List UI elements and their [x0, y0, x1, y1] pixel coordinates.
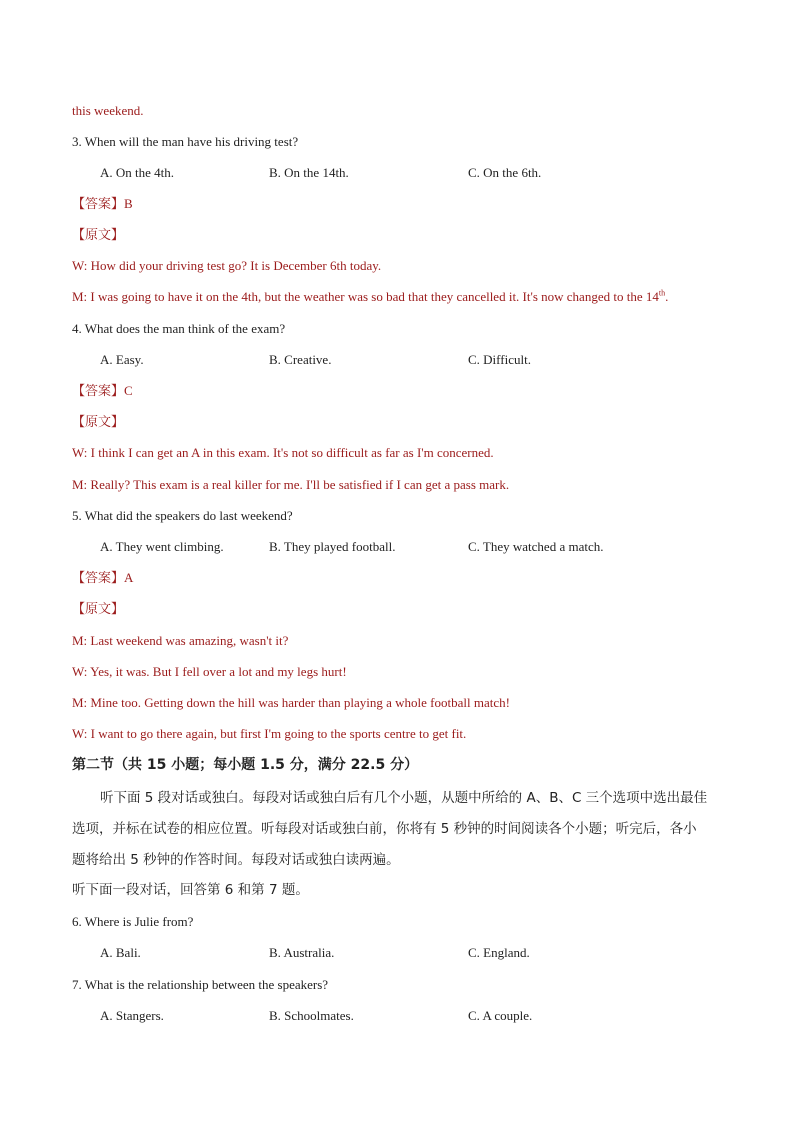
q3-option-c: C. On the 6th. [468, 165, 542, 180]
q4-option-c: C. Difficult. [468, 352, 531, 367]
q7-option-a: A. Stangers. [100, 1008, 164, 1023]
q4-option-a: A. Easy. [100, 352, 144, 367]
q5-transcript-line-3: M: Mine too. Getting down the hill was harder than playing a whole football match! [72, 695, 510, 710]
section-2-title: 第二节（共 15 小题；每小题 1.5 分，满分 22.5 分） [72, 757, 419, 773]
question-4: 4. What does the man think of the exam? [72, 321, 286, 336]
q5-option-a: A. They went climbing. [100, 539, 224, 554]
q4-transcript-line-2: M: Really? This exam is a real killer for me. I'll be satisfied if I can get a pass mark. [72, 477, 510, 492]
q5-transcript-line-2: W: Yes, it was. But I fell over a lot and my legs hurt! [72, 664, 347, 679]
q4-option-b: B. Creative. [269, 352, 332, 367]
q3-answer [72, 195, 133, 214]
section-2-instructions-3: 题将给出 5 秒钟的作答时间。每段对话或独白读两遍。 [72, 852, 400, 868]
answer-value: B [124, 196, 133, 211]
question-6: 6. Where is Julie from? [72, 914, 194, 929]
question-5: 5. What did the speakers do last weekend? [72, 508, 293, 523]
q7-option-b: B. Schoolmates. [269, 1008, 354, 1023]
q4-transcript-label: 【原文】 [72, 415, 125, 430]
section-2-instructions-1: 听下面 5 段对话或独白。每段对话或独白后有几个小题，从题中所给的 A、B、C 三个选项中选出最佳 [100, 790, 708, 806]
q5-transcript-line-1: M: Last weekend was amazing, wasn't it? [72, 633, 289, 648]
q6-option-a: A. Bali. [100, 945, 141, 960]
q5-answer: 【答案】A [72, 570, 134, 586]
q5-option-c: C. They watched a match. [468, 539, 604, 554]
q5-transcript-line-4: W: I want to go there again, but first I'm going to the sports centre to get fit. [72, 726, 467, 741]
q3-option-b: B. On the 14th. [269, 165, 349, 180]
continuation-text: this weekend. [72, 103, 144, 118]
q3-transcript-label: 【原文】 [72, 228, 125, 243]
q6-option-b: B. Australia. [269, 945, 335, 960]
section-2-prompt: 听下面一段对话，回答第 6 和第 7 题。 [72, 882, 309, 898]
answer-label: 【答案】 [72, 197, 125, 212]
section-2-instructions-2: 选项，并标在试卷的相应位置。听每段对话或独白前，你将有 5 秒钟的时间阅读各个小题；听完后，各小 [72, 821, 697, 837]
q3-transcript-line-1: W: How did your driving test go? It is December 6th today. [72, 258, 382, 273]
q4-transcript-line-1: W: I think I can get an A in this exam. It's not so difficult as far as I'm concerned. [72, 445, 494, 460]
q3-option-a: A. On the 4th. [100, 165, 175, 180]
q4-answer: 【答案】C [72, 383, 133, 399]
q5-transcript-label: 【原文】 [72, 602, 125, 617]
question-3: 3. When will the man have his driving test? [72, 134, 299, 149]
q3-transcript-line-2: M: I was going to have it on the 4th, but the weather was so bad that they cancelled it. It's now changed to the 14th. [72, 288, 669, 304]
q5-option-b: B. They played football. [269, 539, 396, 554]
q7-option-c: C. A couple. [468, 1008, 533, 1023]
q6-option-c: C. England. [468, 945, 530, 960]
question-7: 7. What is the relationship between the speakers? [72, 977, 329, 992]
